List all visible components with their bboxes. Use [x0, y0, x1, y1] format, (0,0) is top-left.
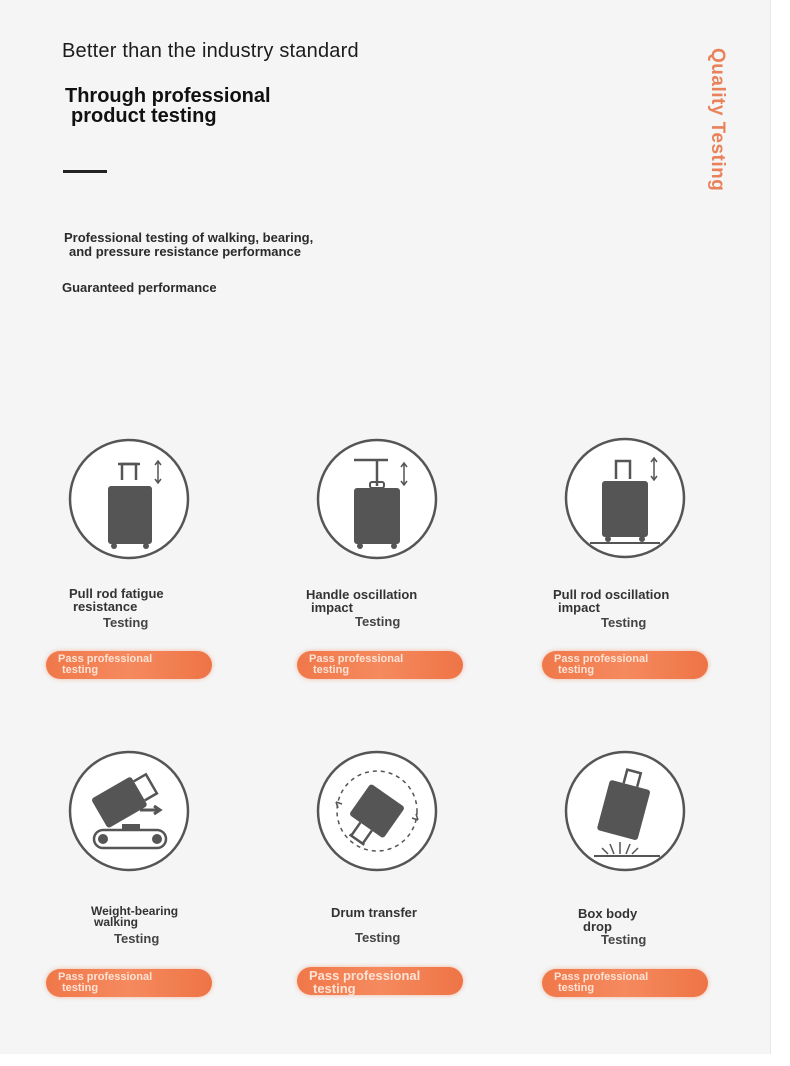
pass-badge: Pass professional testing — [46, 969, 212, 997]
title-line-1: Through professional — [65, 85, 271, 107]
test-sub-label: Testing — [114, 931, 160, 946]
test-name-line-2: drop — [583, 919, 612, 934]
guarantee-text: Guaranteed performance — [62, 280, 217, 295]
test-sub-label: Testing — [601, 615, 647, 630]
test-sub-label: Testing — [355, 930, 401, 945]
test-name-line-1: Pull rod fatigue — [69, 586, 164, 601]
test-name-line-1: Drum transfer — [331, 905, 417, 920]
test-name-line-1: Handle oscillation — [306, 587, 418, 602]
handle-oscillation-suitcase-icon — [316, 438, 438, 560]
test-name-line-1: Box body — [578, 906, 638, 921]
pass-badge: Pass professional testing — [297, 967, 463, 995]
intro-description — [64, 231, 313, 259]
test-name-line-2: walking — [94, 915, 139, 929]
page-title — [65, 86, 271, 126]
test-sub-label: Testing — [103, 615, 149, 630]
test-name-line-2: resistance — [73, 599, 138, 614]
desc-line-1: Professional testing of walking, bearing, — [64, 230, 314, 245]
pass-badge: Pass professional testing — [46, 651, 212, 679]
pull-rod-oscillation-suitcase-icon — [564, 437, 686, 559]
drum-rotation-suitcase-icon — [316, 750, 438, 872]
pass-badge: Pass professional testing — [542, 651, 708, 679]
desc-line-2: and pressure resistance performance — [69, 244, 301, 259]
test-name-line-2: impact — [558, 600, 600, 615]
test-sub-label: Testing — [601, 932, 647, 947]
test-name-line-1: Weight-bearing — [91, 904, 179, 918]
drop-impact-suitcase-icon — [564, 750, 686, 872]
pull-rod-suitcase-icon — [68, 438, 190, 560]
kicker-text: Better than the industry standard — [62, 40, 359, 62]
test-sub-label: Testing — [355, 614, 401, 629]
pass-badge: Pass professional testing — [542, 969, 708, 997]
title-divider — [63, 170, 107, 173]
title-line-2: product testing — [71, 105, 217, 127]
conveyor-walking-suitcase-icon — [68, 750, 190, 872]
quality-testing-side-label: Quality Testing — [707, 48, 728, 192]
pass-badge: Pass professional testing — [297, 651, 463, 679]
test-name-line-2: impact — [311, 600, 353, 615]
test-name-line-1: Pull rod oscillation — [553, 587, 670, 602]
